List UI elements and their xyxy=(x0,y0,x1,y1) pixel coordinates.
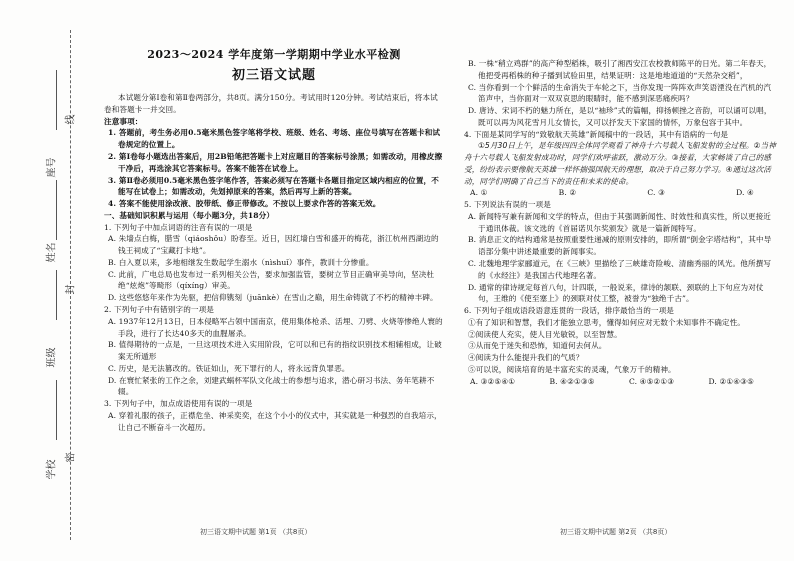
question-4: 4. 下面是某同学写的“致敬航天英雄”新闻稿中的一段话，其中有语病的一句是 xyxy=(464,129,729,139)
question-1: 1. 下列句子中加点词语的注音有误的一项是 xyxy=(104,222,253,232)
exam-subtitle: 初三语文试题 xyxy=(231,68,316,84)
page-1-footer: 初三语文期中试题 第1页 （共8页） xyxy=(200,528,312,536)
mark-seal: 封 xyxy=(65,284,77,295)
school-underline xyxy=(56,380,57,440)
binding-margin xyxy=(0,0,92,561)
q1-option-b: B. 白入夏以来，多地相继发生数起学生溺水（nìshuǐ）事件，教训十分惨重。 xyxy=(108,257,374,267)
q3-option-a: A. 穿着礼服的孩子，正襟危坐、神采奕奕，在这个小小的仪式中，其实就是一种强烈的自我培示，让自己不断奋斗一次超历。 xyxy=(108,410,442,432)
q5-option-c: C. 北魏地理学家郦道元，在《三峡》里描绘了三峡雄奇险峻、清幽秀丽的风光。他所撰写的《水经注》是我国古代地理名著。 xyxy=(468,259,772,280)
notice-3: 3. 第Ⅱ卷必须用0.5毫米黑色签字笔作答，答案必须写在答题卡各题目指定区域内相应的位置，不能写在试卷上；如需改动，先划掉原来的答案，然后再写上新的答案。 xyxy=(108,175,439,197)
intro-text: 本试题分第Ⅰ卷和第Ⅱ卷两部分，共8页。满分150分。考试用时120分钟。考试结束后，将本试卷和答题卡一并交回。 xyxy=(104,93,438,114)
q2-option-b: B. 值得期待的一点是，一旦这项技术进入实用阶段，它可以和已有的指纹识别技术相辅相成，让破案无所遁形 xyxy=(108,340,442,362)
q6-option-b: B. ④②①③⑤ xyxy=(549,376,595,386)
q1-option-c: C. 此前，广电总局也发布过一系列相关公告，要求加强监管，要树立节目正确审美导向，坚决杜绝“炫炮”等畸形（qíxíng）审美。 xyxy=(108,269,435,291)
q5-option-b: B. 消息正文的结构通常是按照重要性递减的原则安排的，即所谓“倒金字塔结构”，其中导语部分集中讲述最重要的新闻事实。 xyxy=(468,235,772,257)
question-2: 2. 下列句子中有错别字的一项是 xyxy=(104,304,214,314)
q1-option-d: D. 这些悠悠年来作为先驱，把信仰镌刻（juānkè）在雪山之巅，用生命铸就了不朽的精神丰碑。 xyxy=(108,293,438,303)
mark-dense: 密 xyxy=(65,452,77,463)
score-underline xyxy=(56,70,57,130)
q4-option-c: C. ③ xyxy=(647,188,665,198)
seat-label: 座号 xyxy=(46,157,58,178)
mark-line: 线 xyxy=(65,114,77,125)
q6-sentence-4: ④阅读为什么能提升我们的气质？ xyxy=(468,353,584,363)
notice-heading: 注意事项： xyxy=(104,116,143,126)
q6-option-d: D. ②①④③⑤ xyxy=(708,376,754,386)
q6-option-c: C. ④⑤②①③ xyxy=(629,376,675,386)
q4-option-b: B. ② xyxy=(558,188,577,198)
question-5: 5. 下列说法有误的一项是 xyxy=(464,200,551,210)
page-2-footer: 初三语文期中试题 第2页 （共8页） xyxy=(560,528,672,536)
right-column xyxy=(464,58,778,387)
q3-option-d: D. 唐诗、宋词不朽的魅力所在，是以“袖珍”式的篇幅，抑扬顿挫之音韵，可以诵可以唱，既可以再为风花雪月儿女情长，又可以抒发天下家国的情怀，万象包容于其中。 xyxy=(468,106,772,127)
name-label: 姓名 xyxy=(46,242,58,263)
q6-option-a: A. ③②⑤④① xyxy=(470,376,516,386)
q4-option-a: A. ① xyxy=(470,188,488,198)
q6-options xyxy=(464,376,778,388)
q2-option-c: C. 历史，是无法篡改的。铁证如山，死下罪行的人，将永远背负罪恶。 xyxy=(108,363,350,373)
q3-option-c: C. 当你看到一个个鲜活的生命消失于车轮之下，当你发现一阵阵欢声笑语湮没在汽机的汽笛声中，当你面对一双双哀思的眼睛时，能不感到深恶痛疾吗？ xyxy=(468,82,772,104)
q4-passage: ①5月30日上午，是年级四四全体同学观看了神舟十六号载人飞船发射的全过程。②当神舟十六号载人飞船发射成功时，同学们欢呼雀跃，激动万分。③接着，大家畅谈了自己的感受，纷纷表示要像航天英雄一样怀揣强国航天的理想，取决于自己努力学习。④通过这次活动，同学们明确了自己当下的责任和未来的使命。 xyxy=(464,141,776,186)
section-1-heading: 一、基础知识积累与运用（每小题3分，共18分） xyxy=(104,210,275,220)
q5-option-d: D. 通常的律诗规定每首八句，计四联，一般说来，律诗的颔联、颈联的上下句应为对仗句，王维的《使至塞上》的颈联对仗工整，被誉为“独绝千古”。 xyxy=(468,282,764,304)
q2-option-d: D. 在寰忙紧张的工作之余，刘建武蜗杯军队文化战士的参想与追求，潜心研习书法、务年笔耕不辍。 xyxy=(108,375,435,397)
notice-1: 1. 答题前，考生务必用0.5毫米黑色签字笔将学校、班级、姓名、考场、座位号填写在答题卡和试卷规定的位置上。 xyxy=(108,128,441,150)
q1-option-a: A. 朱墙点白梅，腊雪（qiáoshǒu）盼春至。近日，因红墙白雪和盛开的梅花，浙江杭州西湖边的钱王祠成了“宝藏打卡地”。 xyxy=(108,234,439,256)
q6-sentence-1: ①有了知识和智慧，我们才能独立思考，懂得如何应对无数个未知事件不确定性。 xyxy=(468,317,745,327)
q6-sentence-5: ⑤可以说，阅读培育的是丰富充实的灵魂，气象万千的精神。 xyxy=(468,364,676,374)
name-underline xyxy=(56,180,57,240)
question-3: 3. 下列句子中，加点成语使用有误的一项是 xyxy=(104,399,253,409)
question-6: 6. 下列句子组成语段语意连贯的一段话，排序最恰当的一项是 xyxy=(464,306,674,316)
q4-option-d: D. ④ xyxy=(736,188,754,198)
class-underline xyxy=(56,270,57,320)
class-label: 班级 xyxy=(46,347,58,368)
q5-option-a: A. 新闻特写兼有新闻和文学的特点，但由于其强调新闻性、时效性和真实性，所以更接近于通讯体裁。该文选的《首届诺贝尔奖颁发》就是一篇新闻特写。 xyxy=(468,211,771,233)
notice-2: 2. 第Ⅰ卷每小题选出答案后，用2B铅笔把答题卡上对应题目的答案标号涂黑；如需改动，用橡皮擦干净后，再选涂其它答案标号。答案不能答在试卷上。 xyxy=(108,152,443,173)
q4-options xyxy=(464,187,778,199)
left-column xyxy=(104,48,444,433)
exam-title: 2023～2024 学年度第一学期期中学业水平检测 xyxy=(147,48,401,61)
q6-sentence-2: ②阅读使人充实，使人目光敏锐，以至智慧。 xyxy=(468,329,622,339)
notice-4: 4. 答案不能使用涂改液、胶带纸、修正带修改。不按以上要求作答的答案无效。 xyxy=(108,199,381,209)
q6-sentence-3: ③从而免于迷失和恐怖，知道何去何从。 xyxy=(468,341,607,351)
q3-option-b: B. 一株“稍立鸡群”的高产种型稻株，吸引了湘西安江农校教师陈平的日光。第二年春天，他把受再稻株的种子播到试验田里，结果证明：这是地地道道的“天然杂交稻”， xyxy=(468,59,772,80)
q2-option-a: A. 1937年12月13日，日本侵略军占领中国南京，使用集体枪杀、活埋、刀劈、火烧等惨绝人寰的手段，进行了长达40多天的血腥屠杀。 xyxy=(108,316,443,338)
school-label: 学校 xyxy=(46,459,58,480)
